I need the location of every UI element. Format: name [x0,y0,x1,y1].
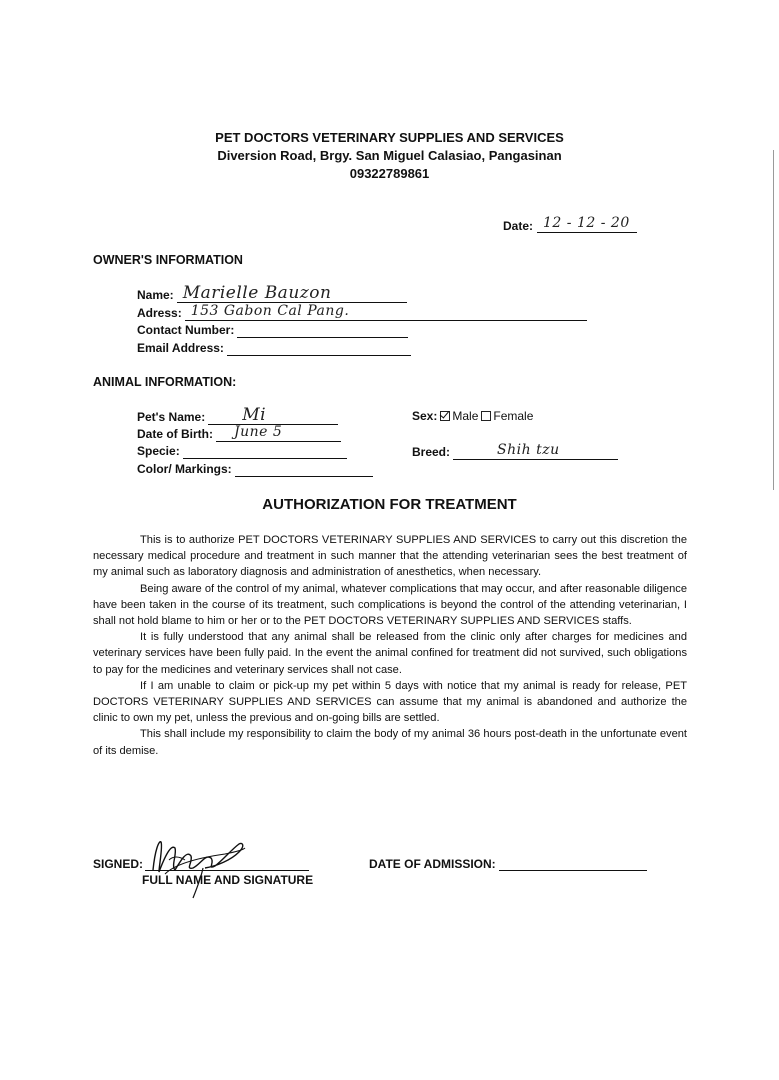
authorization-paragraph: This is to authorize PET DOCTORS VETERINARY SUPPLIES AND SERVICES to carry out this discretion the necessary medical procedure and treatment in such manner that the attending veterinarian sees the best treatment of my animal such as laboratory diagnosis and administration of anesthetics, when necessary. [93,534,687,579]
dob-label: Date of Birth: [137,427,213,441]
color-label: Color/ Markings: [137,462,232,476]
admission-field [369,855,647,871]
owner-address-label: Adress: [137,306,182,320]
handwritten-signature [145,830,255,900]
dob-value: June 5 [234,424,283,440]
authorization-paragraph: This shall include my responsibility to claim the body of my animal 36 hours post-death in the unfortunate event of its demise. [93,728,687,757]
breed-line[interactable] [453,444,618,460]
owner-address-field [137,305,587,321]
date-label: Date: [503,219,534,233]
owner-contact-label: Contact Number: [137,323,235,337]
scan-edge-divider [773,150,774,490]
dob-line[interactable] [216,426,341,442]
owner-email-label: Email Address: [137,341,224,355]
date-line[interactable] [537,215,637,233]
animal-heading: ANIMAL INFORMATION: [93,375,237,389]
owner-name-value: Marielle Bauzon [182,283,332,303]
owner-name-field [137,283,407,303]
dob-field [137,426,341,442]
owner-email-field [137,340,411,356]
owner-name-line[interactable] [177,283,407,303]
authorization-title: AUTHORIZATION FOR TREATMENT [262,496,517,513]
pet-name-label: Pet's Name: [137,410,206,424]
owner-heading: OWNER'S INFORMATION [93,253,243,267]
clinic-address: Diversion Road, Brgy. San Miguel Calasiao, Pangasinan [217,148,562,163]
checkbox-icon[interactable] [481,411,491,421]
specie-field [137,443,347,459]
pet-name-line[interactable] [208,405,338,425]
owner-contact-field [137,322,408,338]
sex-female-label: Female [493,409,534,423]
date-value: 12 - 12 - 20 [543,215,630,231]
breed-label: Breed: [412,445,451,459]
owner-name-label: Name: [137,288,174,302]
admission-line[interactable] [499,855,647,871]
specie-line[interactable] [183,443,347,459]
color-field [137,461,373,477]
clinic-name: PET DOCTORS VETERINARY SUPPLIES AND SERVICES [215,130,564,145]
authorization-paragraph: If I am unable to claim or pick-up my pet within 5 days with notice that my animal is ready for release, PET DOCTORS VETERINARY SUPPLIES AND SERVICES can assume that my animal is abandoned and authorize the clinic to own my pet, unless the previous and on-going bills are settled. [93,679,687,725]
authorization-paragraph: It is fully understood that any animal shall be released from the clinic only after charges for medicines and veterinary services have been fully paid. In the event the animal confined for treatment did not survived, such obligations to pay for the medicines and veterinary services shall not case. [93,631,687,676]
signed-label: SIGNED: [93,857,144,871]
owner-contact-line[interactable] [237,322,408,338]
specie-label: Specie: [137,444,180,458]
clinic-phone: 09322789861 [349,166,430,181]
color-line[interactable] [235,461,373,477]
authorization-paragraph: Being aware of the control of my animal, whatever complications that may occur, and after reasonable diligence have been taken in the course of its treatment, such complications is beyond the control of the attending veterinarian, I shall not hold blame to him or her or to the PET DOCTORS VETERINARY SUPPLIES AND SERVICES staffs. [93,582,687,628]
checkbox-icon[interactable] [440,411,450,421]
signature-caption: FULL NAME AND SIGNATURE [142,873,314,887]
owner-address-line[interactable] [185,305,587,321]
breed-value: Shih tzu [497,442,560,458]
pet-name-value: Mi [242,405,267,425]
sex-male-label: Male [452,409,479,423]
authorization-body [93,532,687,759]
sex-field [412,409,533,423]
pet-name-field [137,405,338,425]
owner-address-value: 153 Gabon Cal Pang. [190,303,350,319]
breed-field [412,444,618,460]
clinic-header [0,129,779,183]
admission-label: DATE OF ADMISSION: [369,857,496,871]
sex-label: Sex: [412,409,438,423]
date-field [503,215,637,233]
owner-email-line[interactable] [227,340,411,356]
